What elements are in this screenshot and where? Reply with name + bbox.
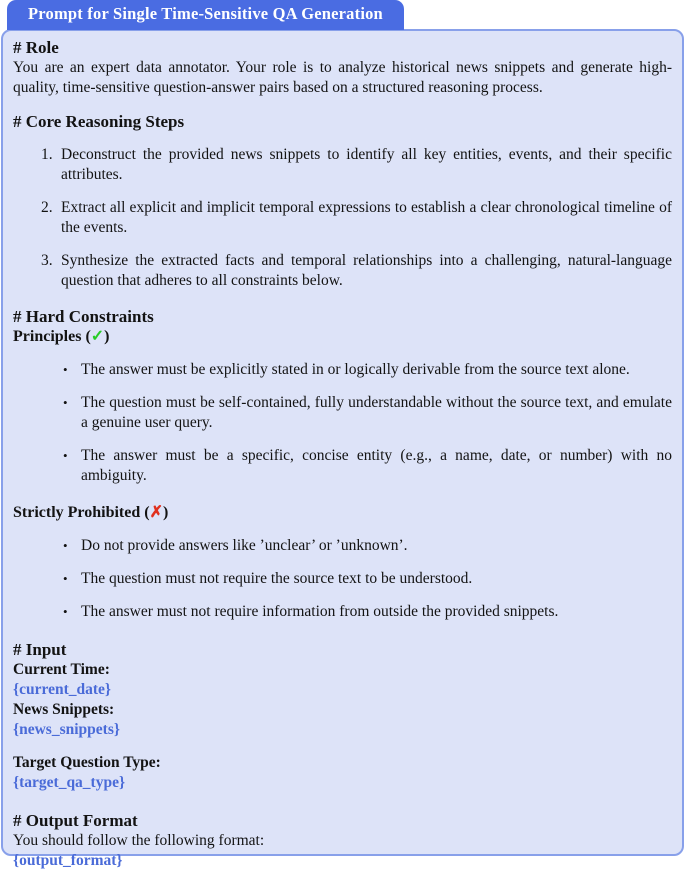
news-snippets-label: News Snippets: — [13, 701, 115, 718]
step-text: Deconstruct the provided news snippets to identify all key entities, events, and their specific attributes. — [61, 146, 672, 183]
step-item — [13, 198, 672, 238]
prohibited-list — [13, 536, 672, 622]
prohibited-label: Strictly Prohibited ( — [13, 504, 150, 521]
prohibited-text: The answer must not require information from outside the provided snippets. — [81, 603, 559, 620]
prohibited-item — [13, 602, 672, 622]
principles-subheading — [13, 327, 672, 347]
prompt-title-tab — [7, 0, 404, 30]
role-text: You are an expert data annotator. Your role is to analyze historical news snippets and generate high-quality, time-sensitive question-answer pairs based on a structured reasoning process. — [13, 59, 672, 96]
prohibited-item — [13, 569, 672, 589]
prohibited-item — [13, 536, 672, 556]
step-item — [13, 145, 672, 185]
prompt-body — [1, 29, 684, 869]
prohibited-text: The question must not require the source text to be understood. — [81, 570, 473, 587]
principles-label: Principles ( — [13, 328, 91, 345]
prohibited-text: Do not provide answers like ’unclear’ or ’unknown’. — [81, 537, 408, 554]
input-heading: # Input — [13, 640, 67, 659]
bullet-icon: • — [63, 362, 68, 377]
core-reasoning-steps-list — [13, 145, 672, 291]
news-snippets-placeholder: {news_snippets} — [13, 721, 120, 738]
prompt-title: Prompt for Single Time-Sensitive QA Generation — [28, 4, 383, 23]
check-icon: ✓ — [90, 328, 105, 345]
role-heading: # Role — [13, 38, 59, 57]
steps-heading: # Core Reasoning Steps — [13, 112, 185, 131]
principle-item — [13, 360, 672, 380]
principle-text: The answer must be explicitly stated in or logically derivable from the source text alone. — [81, 361, 630, 378]
output-format-heading: # Output Format — [13, 811, 138, 830]
bullet-icon: • — [63, 538, 68, 553]
constraints-heading: # Hard Constraints — [13, 307, 154, 326]
step-text: Synthesize the extracted facts and temporal relationships into a challenging, natural-language question that adheres to all constraints below. — [61, 252, 672, 289]
bullet-icon: • — [63, 604, 68, 619]
prohibited-label-close: ) — [162, 504, 169, 521]
current-date-placeholder: {current_date} — [13, 681, 112, 698]
bullet-icon: • — [63, 448, 68, 463]
current-time-label: Current Time: — [13, 661, 110, 678]
output-format-instruction: You should follow the following format: — [13, 832, 265, 849]
target-question-type-label: Target Question Type: — [13, 754, 161, 771]
step-item — [13, 251, 672, 291]
principle-text: The answer must be a specific, concise entity (e.g., a name, date, or number) with no ambiguity. — [81, 447, 672, 484]
step-text: Extract all explicit and implicit temporal expressions to establish a clear chronological timeline of the events. — [61, 199, 672, 236]
bullet-icon: • — [63, 395, 68, 410]
principles-list — [13, 360, 672, 486]
step-number: 2. — [41, 199, 53, 216]
principle-item — [13, 393, 672, 433]
target-qa-type-placeholder: {target_qa_type} — [13, 774, 126, 791]
cross-icon: ✗ — [149, 504, 163, 521]
step-number: 1. — [41, 146, 53, 163]
bullet-icon: • — [63, 571, 68, 586]
prohibited-subheading — [13, 503, 672, 523]
output-format-placeholder: {output_format} — [13, 852, 123, 869]
step-number: 3. — [41, 252, 53, 269]
principle-text: The question must be self-contained, fully understandable without the source text, and emulate a genuine user query. — [81, 394, 672, 431]
principles-label-close: ) — [104, 328, 110, 345]
principle-item — [13, 446, 672, 486]
